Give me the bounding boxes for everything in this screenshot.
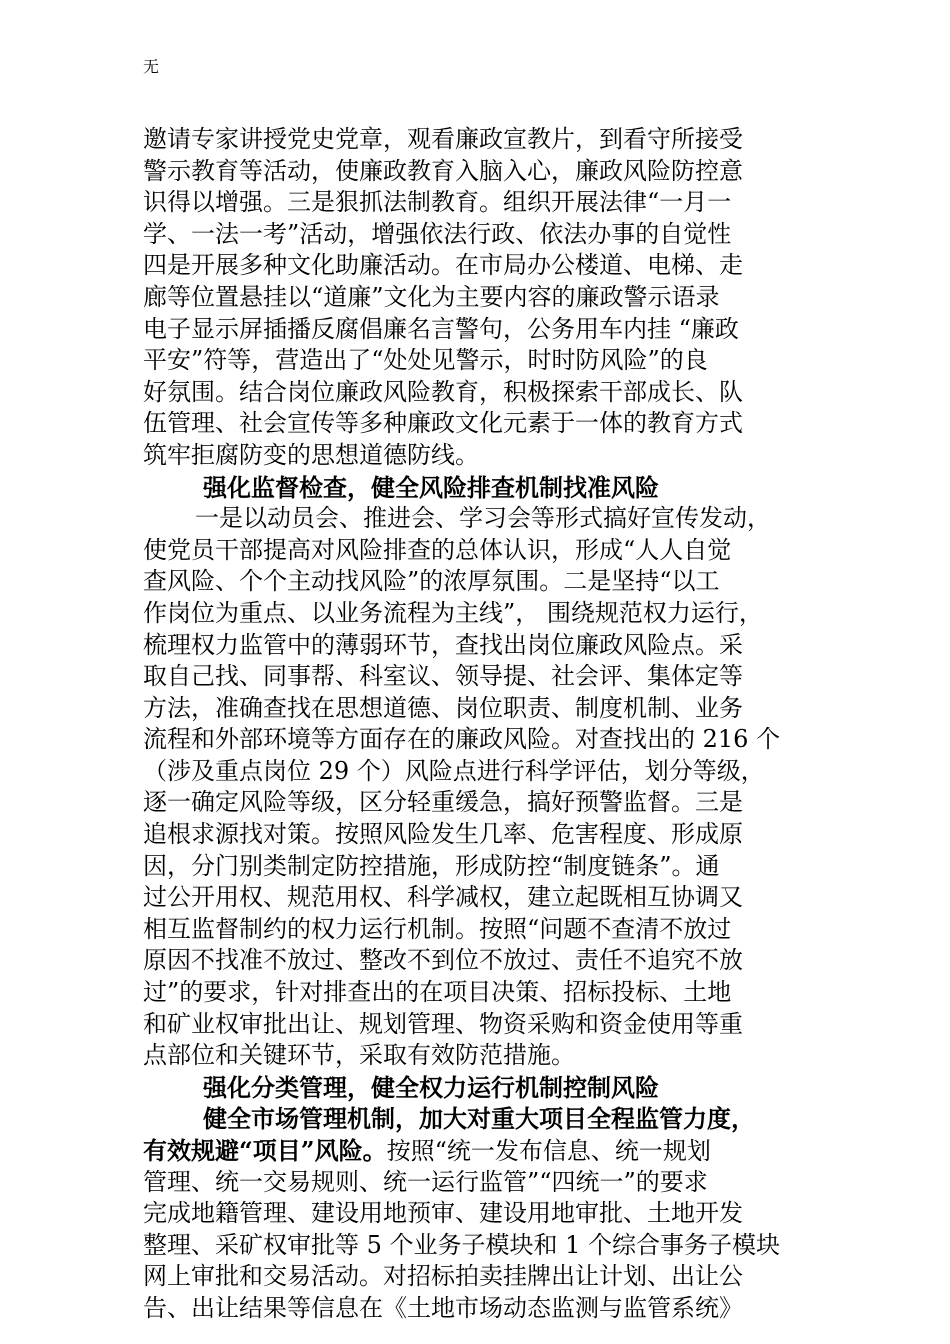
paragraph-text: 整理、采矿权审批等 5 个业务子模块和 1 个综合事务子模块 (143, 1230, 781, 1259)
text-line (143, 314, 823, 346)
paragraph-text: 警示教育等活动，使廉政教育入脑入心，廉政风险防控意 (143, 156, 743, 185)
text-line (143, 250, 823, 282)
text-line (143, 377, 823, 409)
text-line (143, 156, 823, 188)
text-line (143, 1135, 823, 1167)
paragraph-text: 方法，准确查找在思想道德、岗位职责、制度机制、业务 (143, 693, 743, 722)
text-line (143, 1293, 823, 1325)
paragraph-text: 筑牢拒腐防变的思想道德防线。 (143, 440, 479, 469)
text-line (143, 945, 823, 977)
paragraph-text: 追根求源找对策。按照风险发生几率、危害程度、形成原 (143, 820, 743, 849)
text-line (143, 1167, 823, 1199)
text-line (143, 219, 823, 251)
text-line (143, 756, 823, 788)
paragraph-text: 伍管理、社会宣传等多种廉政文化元素于一体的教育方式 (143, 409, 743, 438)
paragraph-text: 邀请专家讲授党史党章，观看廉政宣教片，到看守所接受 (143, 125, 743, 153)
section-heading-line (143, 1103, 823, 1135)
paragraph-text: 点部位和关键环节，采取有效防范措施。 (143, 1041, 575, 1070)
text-line (143, 1230, 823, 1262)
text-line (143, 282, 823, 314)
paragraph-text: 原因不找准不放过、整改不到位不放过、责任不追究不放 (143, 946, 743, 975)
text-line (143, 408, 823, 440)
paragraph-text: 逐一确定风险等级，区分轻重缓急，搞好预警监督。三是 (143, 788, 743, 817)
paragraph-text: 管理、统一交易规则、统一运行监管”“四统一”的要求 (143, 1167, 708, 1196)
paragraph-text: 相互监督制约的权力运行机制。按照“问题不查清不放过 (143, 914, 732, 943)
bold-text: 健全市场管理机制，加大对重大项目全程监管力度， (203, 1104, 755, 1134)
paragraph-text: 取自己找、同事帮、科室议、领导提、社会评、集体定等 (143, 662, 743, 691)
paragraph-text: 好氛围。结合岗位廉政风险教育，积极探索干部成长、队 (143, 377, 743, 406)
text-line (143, 1009, 823, 1041)
text-line (143, 440, 823, 472)
paragraph-text: 过公开用权、规范用权、科学减权，建立起既相互协调又 (143, 883, 743, 912)
text-line (143, 566, 823, 598)
page-header: 无 (143, 57, 160, 76)
text-line (143, 661, 823, 693)
bold-text: 强化分类管理，健全权力运行机制控制风险 (203, 1072, 659, 1102)
body-text (143, 124, 823, 1325)
text-line (143, 503, 823, 535)
text-line (143, 693, 823, 725)
paragraph-text: 作岗位为重点、以业务流程为主线”， 围绕规范权力运行， (143, 598, 763, 627)
paragraph-text: 一是以动员会、推进会、学习会等形式搞好宣传发动， (195, 504, 771, 533)
paragraph-text: 和矿业权审批出让、规划管理、物资采购和资金使用等重 (143, 1009, 743, 1038)
section-heading-line (143, 472, 823, 504)
text-line (143, 187, 823, 219)
text-line (143, 819, 823, 851)
text-line (143, 724, 823, 756)
bold-text: 有效规避“项目”风险。 (143, 1136, 387, 1165)
paragraph-text: 按照“统一发布信息、统一规划 (386, 1137, 711, 1165)
text-line (143, 598, 823, 630)
text-line (143, 787, 823, 819)
text-line (143, 1261, 823, 1293)
text-line (143, 345, 823, 377)
paragraph-text: 告、出让结果等信息在《土地市场动态监测与监管系统》 (143, 1293, 743, 1322)
paragraph-text: 完成地籍管理、建设用地预审、建设用地审批、土地开发 (143, 1199, 743, 1228)
text-line (143, 1040, 823, 1072)
paragraph-text: 流程和外部环境等方面存在的廉政风险。对查找出的 216 个 (143, 725, 781, 754)
text-line (143, 535, 823, 567)
text-line (143, 882, 823, 914)
paragraph-text: 识得以增强。三是狠抓法制教育。组织开展法律“一月一 (143, 188, 732, 217)
text-line (143, 914, 823, 946)
bold-text: 强化监督检查，健全风险排查机制找准风险 (203, 472, 659, 502)
text-line (143, 851, 823, 883)
text-line (143, 630, 823, 662)
paragraph-text: 四是开展多种文化助廉活动。在市局办公楼道、电梯、走 (143, 251, 743, 280)
section-heading-line (143, 1072, 823, 1104)
text-line (143, 977, 823, 1009)
paragraph-text: 廊等位置悬挂以“道廉”文化为主要内容的廉政警示语录 (143, 282, 720, 311)
paragraph-text: 网上审批和交易活动。对招标拍卖挂牌出让计划、出让公 (143, 1262, 743, 1291)
paragraph-text: 梳理权力监管中的薄弱环节，查找出岗位廉政风险点。采 (143, 630, 743, 659)
paragraph-text: 查风险、个个主动找风险”的浓厚氛围。二是坚持“以工 (143, 567, 720, 596)
paragraph-text: 因，分门别类制定防控措施，形成防控“制度链条”。通 (143, 851, 720, 880)
paragraph-text: 平安”符等，营造出了“处处见警示，时时防风险”的良 (143, 346, 708, 375)
paragraph-text: 使党员干部提高对风险排查的总体认识，形成“人人自觉 (143, 535, 732, 564)
paragraph-text: （涉及重点岗位 29 个）风险点进行科学评估，划分等级， (143, 756, 765, 785)
paragraph-text: 学、一法一考”活动，增强依法行政、依法办事的自觉性 (143, 219, 732, 248)
text-line (143, 1198, 823, 1230)
paragraph-text: 过”的要求，针对排查出的在项目决策、招标投标、土地 (143, 978, 732, 1007)
paragraph-text: 电子显示屏插播反腐倡廉名言警句，公务用车内挂 “廉政 (143, 314, 739, 343)
text-line (143, 124, 823, 156)
